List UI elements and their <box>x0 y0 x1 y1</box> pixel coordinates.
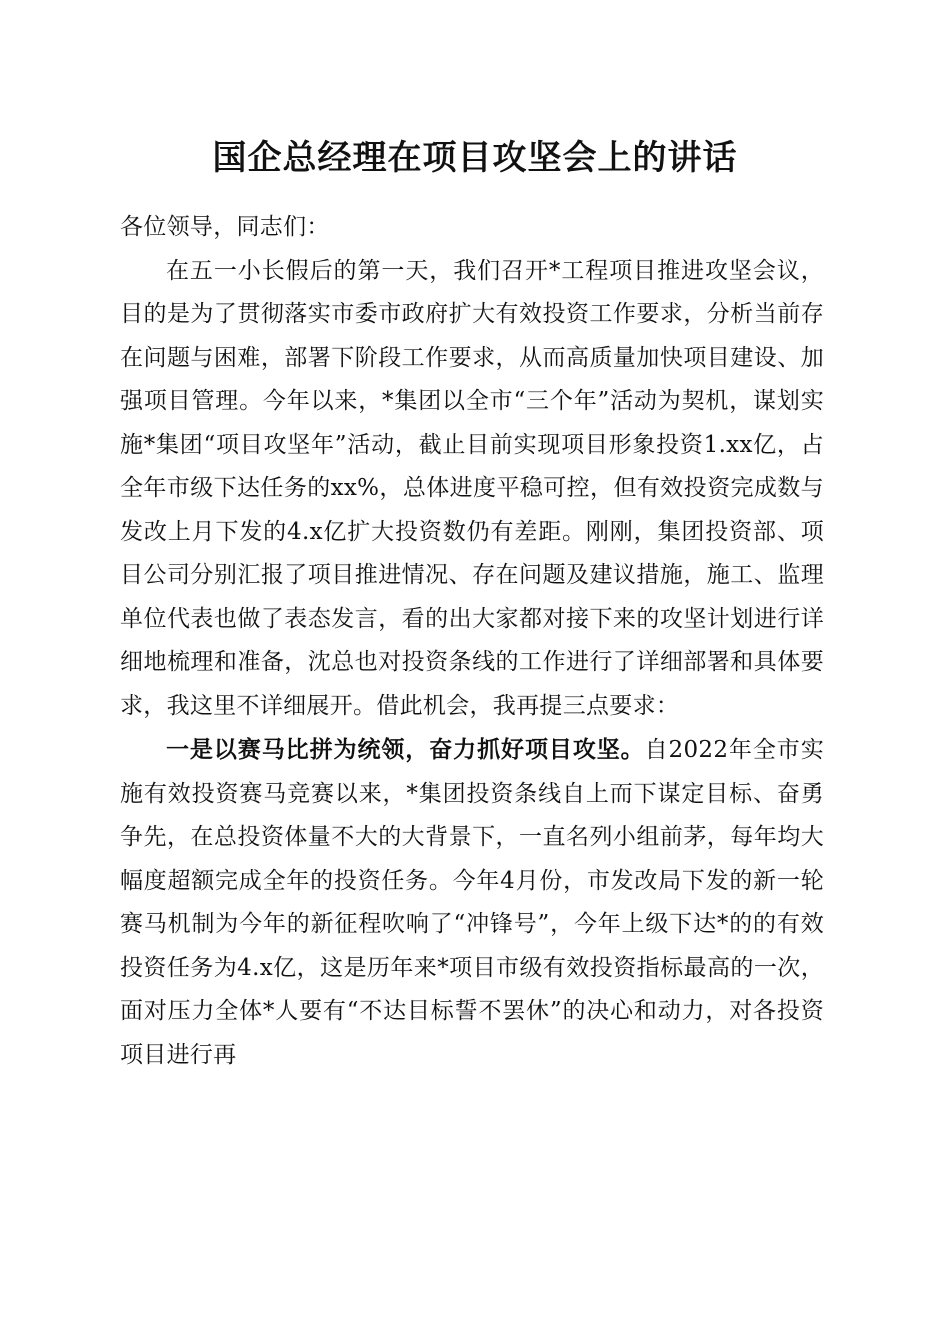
paragraph-first-requirement <box>120 728 824 1077</box>
paragraph-lead-sentence: 一是以赛马比拼为统领，奋力抓好项目攻坚。 <box>166 736 645 763</box>
document-body <box>120 206 824 1077</box>
document-title: 国企总经理在项目攻坚会上的讲话 <box>212 138 738 178</box>
salutation: 各位领导，同志们： <box>120 214 330 240</box>
paragraph-body-text: 自2022年全市实施有效投资赛马竞赛以来，*集团投资条线自上而下谋定目标、奋勇争先，在总投资体量不大的大背景下，一直名列小组前茅，每年均大幅度超额完成全年的投资任务。今年4月份，市发改局下发的新一轮赛马机制为今年的新征程吹响了“冲锋号”，今年上级下达*的的有效投资任务为4.x亿，这是历年来*项目市级有效投资指标最高的一次，面对压力全体*人要有“不达目标誓不罢休”的决心和动力，对各投资项目进行再 <box>120 737 825 1068</box>
paragraph-opening: 在五一小长假后的第一天，我们召开*工程项目推进攻坚会议，目的是为了贯彻落实市委市政府扩大有效投资工作要求，分析当前存在问题与困难，部署下阶段工作要求，从而高质量加快项目建设、加强项目管理。今年以来，*集团以全市“三个年”活动为契机，谋划实施*集团“项目攻坚年”活动，截止目前实现项目形象投资1.xx亿，占全年市级下达任务的xx%，总体进度平稳可控，但有效投资完成数与发改上月下发的4.x亿扩大投资数仍有差距。刚刚，集团投资部、项目公司分别汇报了项目推进情况、存在问题及建议措施，施工、监理单位代表也做了表态发言，看的出大家都对接下来的攻坚计划进行详细地梳理和准备，沈总也对投资条线的工作进行了详细部署和具体要求，我这里不详细展开。借此机会，我再提三点要求： <box>120 257 824 719</box>
